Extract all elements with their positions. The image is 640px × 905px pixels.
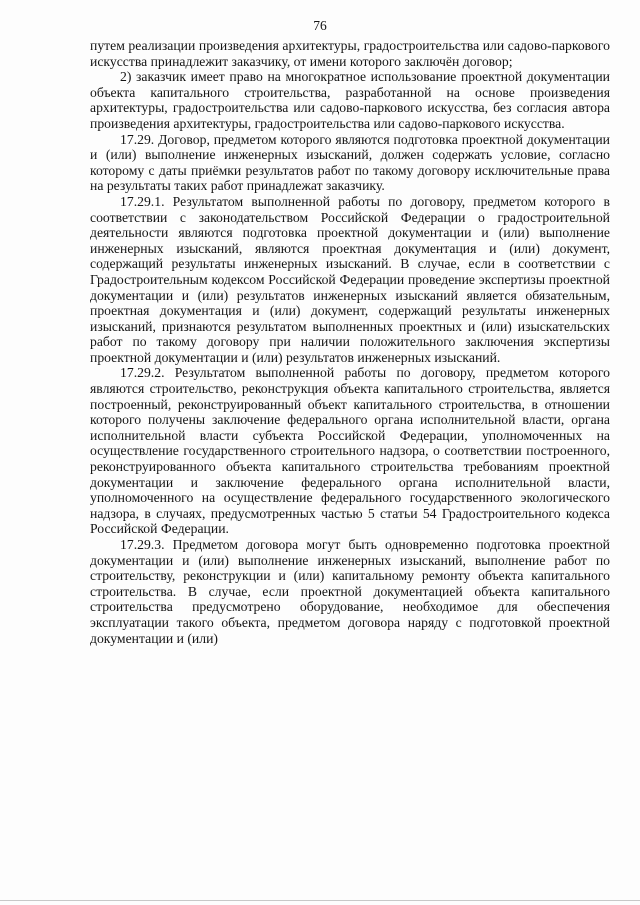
paragraph-17-29: 17.29. Договор, предметом которого являются подготовка проектной документации и (или) выполнение инженерных изысканий, должен содержать условие, согласно которому с даты приёмки результатов работ по такому договору исключительные права на результаты таких работ принадлежат заказчику. — [90, 131, 610, 194]
paragraph-continuation: путем реализации произведения архитектуры, градостроительства или садово-паркового искусства принадлежит заказчику, от имени которого заключён договор; — [90, 38, 610, 69]
paragraph-item-2: 2) заказчик имеет право на многократное использование проектной документации объекта капитального строительства, разработанной на основе произведения архитектуры, градостроительства или садово-паркового искусства, без согласия автора произведения архитектуры, градостроительства или садово-паркового искусства. — [90, 69, 610, 131]
paragraph-17-29-1: 17.29.1. Результатом выполненной работы по договору, предметом которого в соответствии с законодательством Российской Федерации о градостроительной деятельности являются подготовка проектной документации и (или) выполнение инженерных изысканий, являются проектная документация и (или) документ, содержащий результаты инженерных изысканий. В случае, если в соответствии с Градостроительным кодексом Российской Федерации проведение экспертизы проектной документации и (или) результатов инженерных изысканий является обязательным, проектная документация и (или) документ, содержащий результаты инженерных изысканий, признаются результатом выполненных проектных и (или) изыскательских работ по такому договору при наличии положительного заключения экспертизы проектной документации и (или) результатов инженерных изысканий. — [90, 193, 610, 365]
document-body — [90, 38, 610, 646]
paragraph-17-29-3: 17.29.3. Предметом договора могут быть одновременно подготовка проектной документации и (или) выполнение инженерных изысканий, выполнение работ по строительству, реконструкции и (или) капитальному ремонту объекта капитального строительства. В случае, если проектной документацией объекта капитального строительства предусмотрено оборудование, необходимое для обеспечения эксплуатации такого объекта, предметом договора наряду с подготовкой проектной документации и (или) — [90, 537, 610, 646]
page-number: 76 — [313, 18, 327, 33]
paragraph-17-29-2: 17.29.2. Результатом выполненной работы по договору, предметом которого являются строительство, реконструкция объекта капитального строительства, является построенный, реконструированный объект капитального строительства, в отношении которого получены заключение федерального органа исполнительной власти, органа исполнительной власти субъекта Российской Федерации, уполномоченных на осуществление государственного строительного надзора, о соответствии построенного, реконструированного объекта капитального строительства требованиям проектной документации и заключение федерального органа исполнительной власти, уполномоченного на осуществление федерального государственного экологического надзора, в случаях, предусмотренных частью 5 статьи 54 Градостроительного кодекса Российской Федерации. — [90, 365, 610, 537]
scan-edge-divider — [0, 900, 640, 901]
